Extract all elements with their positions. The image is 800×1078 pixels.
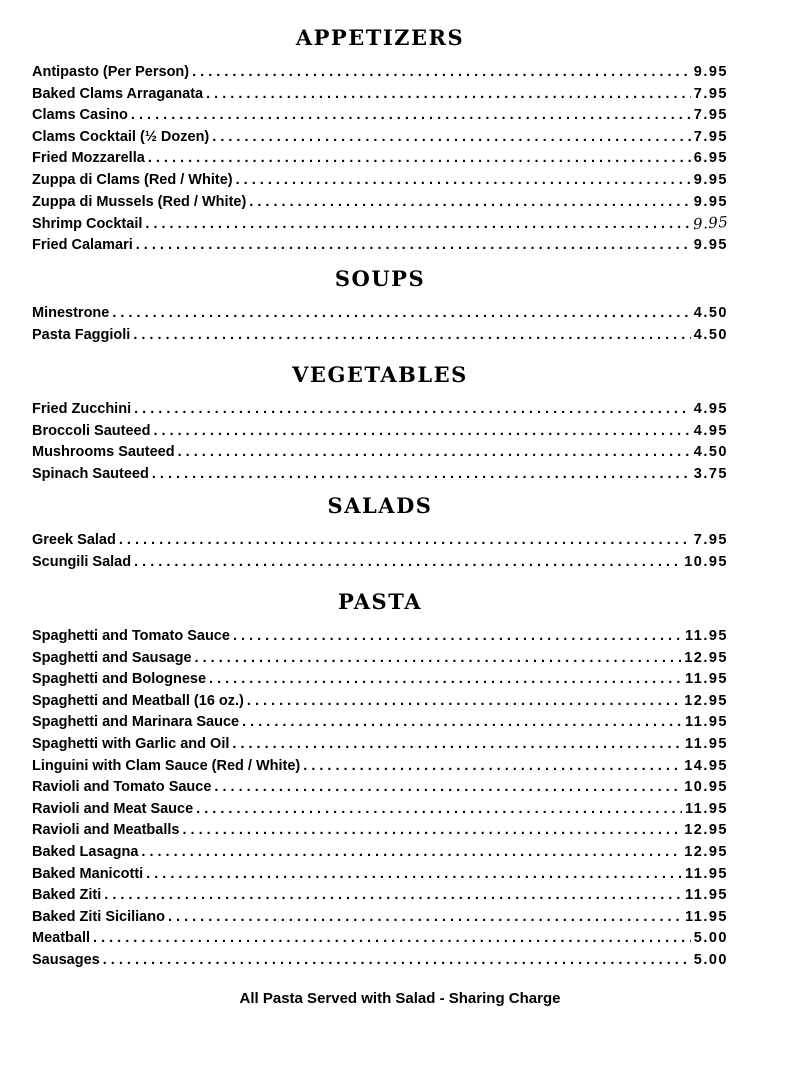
dot-leader bbox=[112, 303, 690, 325]
section-soups bbox=[32, 265, 728, 346]
menu-item bbox=[32, 691, 728, 713]
menu-item bbox=[32, 235, 728, 257]
section-vegetables bbox=[32, 361, 728, 485]
item-name: Baked Ziti Siciliano bbox=[32, 908, 165, 925]
menu-item bbox=[32, 325, 728, 347]
item-price: 12.95 bbox=[684, 692, 728, 709]
menu-item bbox=[32, 530, 728, 552]
item-price: 7.95 bbox=[693, 128, 728, 145]
item-price: 11.95 bbox=[685, 714, 728, 731]
item-name: Clams Cocktail (½ Dozen) bbox=[32, 128, 210, 145]
menu-item bbox=[32, 421, 728, 443]
item-name: Fried Calamari bbox=[32, 236, 133, 253]
item-name: Greek Salad bbox=[32, 532, 116, 548]
item-price: 4.50 bbox=[693, 444, 728, 461]
dot-leader bbox=[232, 734, 682, 756]
dot-leader bbox=[303, 756, 681, 778]
item-name: Zuppa di Mussels (Red / White) bbox=[32, 193, 247, 210]
menu-item bbox=[32, 626, 728, 648]
menu-item bbox=[32, 928, 728, 950]
section-heading: SALADS bbox=[327, 493, 433, 518]
item-price: 7.95 bbox=[693, 85, 728, 102]
dot-leader bbox=[249, 192, 690, 214]
menu-item bbox=[32, 950, 728, 972]
item-name: Baked Ziti bbox=[32, 887, 102, 904]
dot-leader bbox=[168, 907, 682, 929]
menu-item bbox=[32, 864, 728, 886]
item-name: Spaghetti and Tomato Sauce bbox=[32, 628, 230, 644]
dot-leader bbox=[242, 712, 682, 734]
item-name: Scungili Salad bbox=[32, 553, 132, 570]
menu-item bbox=[32, 84, 728, 106]
item-price: 10.95 bbox=[684, 779, 728, 796]
item-price: 12.95 bbox=[684, 649, 728, 666]
dot-leader bbox=[153, 421, 690, 443]
menu-item bbox=[32, 170, 728, 192]
item-price: 5.00 bbox=[693, 951, 728, 968]
dot-leader bbox=[152, 464, 691, 486]
item-price: 4.95 bbox=[693, 401, 728, 417]
item-price: 12.95 bbox=[684, 822, 728, 839]
item-price: 9.95 bbox=[693, 171, 728, 188]
dot-leader bbox=[206, 84, 691, 106]
item-name: Fried Zucchini bbox=[32, 401, 132, 417]
menu-item bbox=[32, 756, 728, 778]
menu-item bbox=[32, 907, 728, 929]
dot-leader bbox=[134, 399, 691, 421]
item-price: 11.95 bbox=[685, 628, 728, 644]
item-price: 9.95 bbox=[693, 236, 728, 253]
menu-item-list bbox=[32, 530, 728, 573]
menu-item bbox=[32, 105, 728, 127]
item-price: 11.95 bbox=[685, 671, 728, 688]
menu-item bbox=[32, 127, 728, 149]
menu-item bbox=[32, 213, 728, 235]
dot-leader bbox=[192, 62, 691, 84]
item-name: Spaghetti and Bolognese bbox=[32, 671, 207, 688]
item-price: 3.75 bbox=[693, 465, 728, 482]
item-name: Spaghetti and Marinara Sauce bbox=[32, 714, 240, 731]
dot-leader bbox=[196, 799, 682, 821]
item-name: Baked Manicotti bbox=[32, 865, 144, 882]
item-price: 11.95 bbox=[685, 735, 728, 752]
item-price: 11.95 bbox=[685, 908, 728, 925]
dot-leader bbox=[103, 950, 691, 972]
menu-item bbox=[32, 712, 728, 734]
dot-leader bbox=[119, 530, 691, 552]
dot-leader bbox=[233, 626, 682, 648]
item-price: 12.95 bbox=[684, 843, 728, 860]
item-price: 14.95 bbox=[684, 757, 728, 774]
item-price: 7.95 bbox=[693, 532, 728, 548]
item-price: 4.50 bbox=[693, 326, 728, 343]
item-price: 4.50 bbox=[693, 305, 728, 321]
section-appetizers bbox=[32, 24, 728, 256]
menu-item-list bbox=[32, 62, 728, 256]
menu-item bbox=[32, 820, 728, 842]
menu-item-list bbox=[32, 399, 728, 485]
menu-item-list bbox=[32, 303, 728, 346]
dot-leader bbox=[133, 325, 690, 347]
menu-item bbox=[32, 734, 728, 756]
menu-item bbox=[32, 777, 728, 799]
item-name: Minestrone bbox=[32, 305, 110, 321]
dot-leader bbox=[104, 885, 682, 907]
menu-item bbox=[32, 669, 728, 691]
item-price: 5.00 bbox=[693, 930, 728, 947]
item-name: Shrimp Cocktail bbox=[32, 216, 143, 233]
menu-item bbox=[32, 148, 728, 170]
item-price: 6.95 bbox=[693, 150, 728, 167]
item-name: Baked Lasagna bbox=[32, 843, 139, 860]
item-name: Spinach Sauteed bbox=[32, 465, 149, 482]
menu-item bbox=[32, 442, 728, 464]
section-heading: SOUPS bbox=[334, 266, 426, 291]
menu-item bbox=[32, 842, 728, 864]
item-price: 11.95 bbox=[685, 800, 728, 817]
menu-item bbox=[32, 799, 728, 821]
dot-leader bbox=[136, 235, 691, 257]
dot-leader bbox=[134, 552, 681, 574]
dot-leader bbox=[178, 442, 691, 464]
item-name: Spaghetti and Meatball (16 oz.) bbox=[32, 692, 244, 709]
item-price: 7.95 bbox=[693, 107, 728, 124]
dot-leader bbox=[182, 820, 681, 842]
menu-item bbox=[32, 552, 728, 574]
item-price-handwritten: 9.95 bbox=[691, 212, 729, 234]
section-heading: APPETIZERS bbox=[295, 25, 465, 50]
item-name: Mushrooms Sauteed bbox=[32, 444, 175, 461]
item-name: Zuppa di Clams (Red / White) bbox=[32, 171, 233, 188]
item-name: Pasta Faggioli bbox=[32, 326, 131, 343]
item-name: Baked Clams Arraganata bbox=[32, 85, 204, 102]
section-pasta bbox=[32, 588, 728, 972]
item-name: Meatball bbox=[32, 930, 91, 947]
dot-leader bbox=[236, 170, 691, 192]
item-name: Broccoli Sauteed bbox=[32, 422, 151, 439]
item-name: Ravioli and Meat Sauce bbox=[32, 800, 194, 817]
item-name: Spaghetti and Sausage bbox=[32, 649, 192, 666]
item-name: Linguini with Clam Sauce (Red / White) bbox=[32, 757, 301, 774]
item-name: Ravioli and Tomato Sauce bbox=[32, 779, 212, 796]
dot-leader bbox=[93, 928, 691, 950]
item-price: 11.95 bbox=[685, 865, 728, 882]
menu-item bbox=[32, 192, 728, 214]
footer-note: All Pasta Served with Salad - Sharing Charge bbox=[239, 990, 561, 1007]
item-name: Sausages bbox=[32, 951, 100, 968]
item-price: 4.95 bbox=[693, 422, 728, 439]
menu-item bbox=[32, 885, 728, 907]
item-price: 11.95 bbox=[685, 887, 728, 904]
item-name: Ravioli and Meatballs bbox=[32, 822, 180, 839]
menu-item bbox=[32, 399, 728, 421]
menu-item bbox=[32, 464, 728, 486]
menu-item bbox=[32, 648, 728, 670]
dot-leader bbox=[214, 777, 681, 799]
dot-leader bbox=[247, 691, 681, 713]
section-salads bbox=[32, 492, 728, 573]
menu-item bbox=[32, 62, 728, 84]
dot-leader bbox=[148, 148, 691, 170]
dot-leader bbox=[141, 842, 681, 864]
item-name: Antipasto (Per Person) bbox=[32, 64, 190, 80]
dot-leader bbox=[145, 214, 689, 236]
section-heading: PASTA bbox=[338, 589, 422, 614]
dot-leader bbox=[146, 864, 682, 886]
dot-leader bbox=[195, 648, 682, 670]
section-heading: VEGETABLES bbox=[292, 362, 468, 387]
menu-item-list bbox=[32, 626, 728, 972]
item-name: Spaghetti with Garlic and Oil bbox=[32, 735, 230, 752]
dot-leader bbox=[209, 669, 682, 691]
item-price: 9.95 bbox=[693, 193, 728, 210]
item-price: 9.95 bbox=[693, 64, 728, 80]
menu-item bbox=[32, 303, 728, 325]
item-name: Fried Mozzarella bbox=[32, 150, 145, 167]
dot-leader bbox=[212, 127, 691, 149]
dot-leader bbox=[131, 105, 691, 127]
item-name: Clams Casino bbox=[32, 107, 128, 124]
item-price: 10.95 bbox=[684, 553, 728, 570]
